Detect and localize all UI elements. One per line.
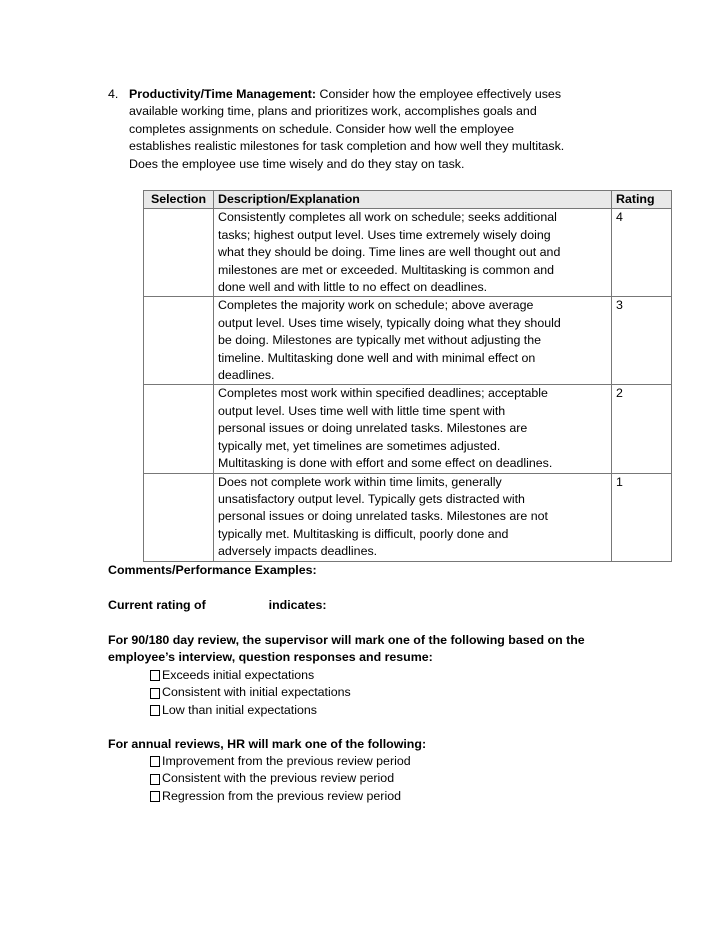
intro-line: [129, 86, 618, 103]
description-line: Completes most work within specified deadlines; acceptable: [218, 386, 548, 401]
selection-cell[interactable]: [144, 209, 214, 297]
description-cell: [214, 297, 612, 385]
description-line: output level. Uses time well with little time spent with: [218, 403, 506, 418]
table-row: [144, 297, 672, 385]
option-label: Exceeds initial expectations: [162, 668, 315, 682]
table-row: [144, 385, 672, 473]
description-line: deadlines.: [218, 368, 275, 383]
checkbox[interactable]: [150, 756, 160, 767]
option-label: Low than initial expectations: [162, 702, 317, 717]
rating-cell: 2: [612, 385, 672, 473]
current-rating-prefix: Current rating of: [108, 598, 206, 612]
selection-cell[interactable]: [144, 297, 214, 385]
checkbox[interactable]: [150, 670, 160, 681]
section-number: 4.: [108, 87, 119, 101]
section-heading: Productivity/Time Management:: [129, 87, 317, 101]
option-label: Regression from the previous review period: [162, 788, 401, 803]
rating-cell: 4: [612, 209, 672, 297]
description-line: Multitasking is done with effort and some effect on deadlines.: [218, 456, 553, 471]
checkbox[interactable]: [150, 705, 160, 716]
description-line: typically met. Multitasking is difficult, poorly done and: [218, 526, 509, 541]
intro-line: completes assignments on schedule. Consider how well the employee: [129, 121, 515, 136]
description-line: what they should be doing. Time lines are well thought out and: [218, 245, 561, 260]
description-line: Does not complete work within time limits, generally: [218, 474, 502, 489]
description-cell: [214, 385, 612, 473]
description-line: Consistently completes all work on schedule; seeks additional: [218, 210, 557, 225]
current-rating-suffix: indicates:: [268, 598, 327, 612]
comments-label: Comments/Performance Examples:: [108, 563, 317, 577]
table-header-row: [144, 191, 672, 209]
option-item: [150, 684, 351, 701]
selection-cell[interactable]: [144, 473, 214, 561]
checkbox[interactable]: [150, 688, 160, 699]
description-line: timeline. Multitasking done well and with minimal effect on: [218, 350, 536, 365]
checkbox[interactable]: [150, 791, 160, 802]
checkbox[interactable]: [150, 774, 160, 785]
intro-line: available working time, plans and prioritizes work, accomplishes goals and: [129, 104, 537, 119]
column-header-description: Description/Explanation: [214, 191, 612, 209]
rating-cell: 1: [612, 473, 672, 561]
option-item: [150, 667, 351, 684]
option-item: [150, 702, 351, 719]
description-cell: [214, 473, 612, 561]
description-line: milestones are met or exceeded. Multitasking is common and: [218, 262, 555, 277]
description-line: tasks; highest output level. Uses time extremely wisely doing: [218, 227, 551, 242]
description-line: personal issues or doing unrelated tasks. Milestones are not: [218, 509, 548, 524]
description-line: personal issues or doing unrelated tasks. Milestones are: [218, 421, 528, 436]
description-line: be doing. Milestones are typically met without adjusting the: [218, 333, 542, 348]
description-cell: [214, 209, 612, 297]
current-rating-line: [108, 597, 408, 614]
section-intro: [129, 86, 618, 173]
description-line: output level. Uses time wisely, typically doing what they should: [218, 315, 561, 330]
option-label: Consistent with the previous review period: [162, 771, 395, 786]
column-header-selection: Selection: [144, 191, 214, 209]
review-90-180-options: [150, 667, 351, 719]
description-line: done well and with little to no effect on deadlines.: [218, 280, 488, 295]
intro-line-text: Consider how the employee effectively uses: [316, 87, 562, 101]
annual-review-heading: For annual reviews, HR will mark one of the following:: [108, 737, 427, 751]
option-item: [150, 788, 411, 805]
intro-line: Does the employee use time wisely and do they stay on task.: [129, 156, 465, 171]
review-90-180-heading: [108, 632, 668, 667]
option-item: [150, 770, 411, 787]
table-row: [144, 473, 672, 561]
description-line: adversely impacts deadlines.: [218, 544, 378, 559]
heading-line: For 90/180 day review, the supervisor will mark one of the following based on the: [108, 633, 585, 647]
description-line: typically met, yet timelines are sometimes adjusted.: [218, 438, 501, 453]
rating-table: [143, 190, 672, 562]
description-line: Completes the majority work on schedule; above average: [218, 298, 534, 313]
annual-review-options: [150, 753, 411, 805]
option-label: Improvement from the previous review period: [162, 754, 411, 768]
productivity-section: [108, 86, 618, 173]
option-item: [150, 753, 411, 770]
heading-line: employee’s interview, question responses and resume:: [108, 650, 433, 665]
description-line: unsatisfactory output level. Typically gets distracted with: [218, 491, 525, 506]
selection-cell[interactable]: [144, 385, 214, 473]
option-label: Consistent with initial expectations: [162, 685, 351, 700]
rating-cell: 3: [612, 297, 672, 385]
table-row: [144, 209, 672, 297]
intro-line: establishes realistic milestones for task completion and how well they multitask.: [129, 139, 565, 154]
column-header-rating: Rating: [612, 191, 672, 209]
